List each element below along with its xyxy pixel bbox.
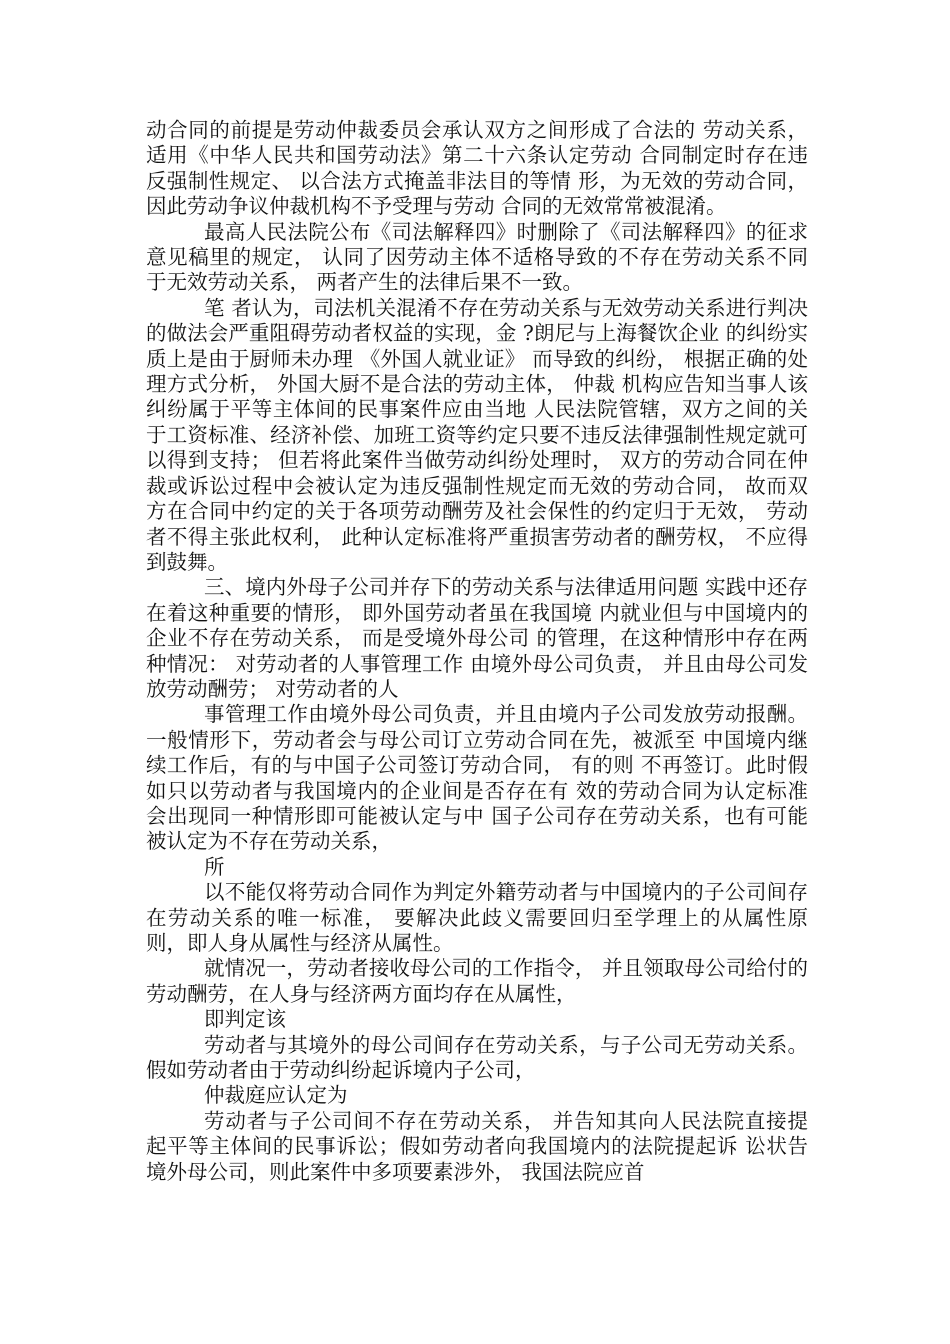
paragraph-6: 所 (204, 854, 225, 879)
paragraph-11: 仲裁庭应认定为 (204, 1083, 348, 1108)
paragraph-12: 劳动者与子公司间不存在劳动关系， 并告知其向人民法院直接提 起平等主体间的民事诉讼；假如劳动者向我国境内的法院提起诉 讼状告境外母公司，则此案件中多项要素涉外， 我国法院应首 (146, 1108, 808, 1184)
paragraph-1: 动合同的前提是劳动仲裁委员会承认双方之间形成了合法的 劳动关系，适用《中华人民共和国劳动法》第二十六条认定劳动 合同制定时存在违反强制性规定、 以合法方式掩盖非法目的等情 形，为无效的劳动合同， 因此劳动争议仲裁机构不予受理与劳动 合同的无效常常被混淆。 (146, 118, 808, 219)
document-body (146, 118, 808, 1185)
paragraph-8: 就情况一，劳动者接收母公司的工作指令， 并且领取母公司给付的劳动酬劳，在人身与经济两方面均存在从属性， (146, 956, 808, 1006)
paragraph-10: 劳动者与其境外的母公司间存在劳动关系，与子公司无劳动关系。假如劳动者由于劳动纠纷起诉境内子公司， (146, 1032, 808, 1083)
paragraph-7: 以不能仅将劳动合同作为判定外籍劳动者与中国境内的子公司间存在劳动关系的唯一标准， 要解决此歧义需要回归至学理上的从属性原则，即人身从属性与经济从属性。 (146, 880, 808, 955)
paragraph-4: 三、境内外母子公司并存下的劳动关系与法律适用问题 实践中还存在着这种重要的情形， 即外国劳动者虽在我国境 内就业但与中国境内的企业不存在劳动关系， 而是受境外母公司 的管理，在这种情形中存在两种情况： 对劳动者的人事管理工作 由境外母公司负责， 并且由母公司发放劳动酬劳； 对劳动者的人 (146, 575, 808, 701)
paragraph-2: 最高人民法院公布《司法解释四》时删除了《司法解释四》的征求意见稿里的规定， 认同了因劳动主体不适格导致的不存在劳动关系不同于无效劳动关系， 两者产生的法律后果不一致。 (146, 219, 808, 295)
paragraph-3: 笔 者认为，司法机关混淆不存在劳动关系与无效劳动关系进行判决 的做法会严重阻碍劳动者权益的实现，金 ?朗尼与上海餐饮企业 的纠纷实质上是由于厨师未办理 《外国人就业证》 而导致的纠纷， 根据正确的处理方式分析， 外国大厨不是合法的劳动主体， 仲裁 机构应告知当事人该纠纷属于平等主体间的民事案件应由当地 人民法院管辖，双方之间的关于工资标准、经济补偿、加班工资等约定只要不违反法律强制性规定就可以得到支持； 但若将此案件当做劳动纠纷处理时， 双方的劳动合同在仲裁或诉讼过程中会被认定为违反强制性规定而无效的劳动合同， 故而双方在合同中约定的关于各项劳动酬劳及社会保性的约定归于无效， 劳动者不得主张此权利， 此种认定标准将严重损害劳动者的酬劳权， 不应得到鼓舞。 (146, 295, 808, 574)
paragraph-9: 即判定该 (204, 1007, 286, 1032)
paragraph-5: 事管理工作由境外母公司负责，并且由境内子公司发放劳动报酬。一般情形下，劳动者会与母公司订立劳动合同在先，被派至 中国境内继续工作后，有的与中国子公司签订劳动合同， 有的则 不再签订。此时假如只以劳动者与我国境内的企业间是否存在有 效的劳动合同为认定标准会出现同一种情形即可能被认定与中 国子公司存在劳动关系，也有可能被认定为不存在劳动关系， (146, 702, 808, 854)
